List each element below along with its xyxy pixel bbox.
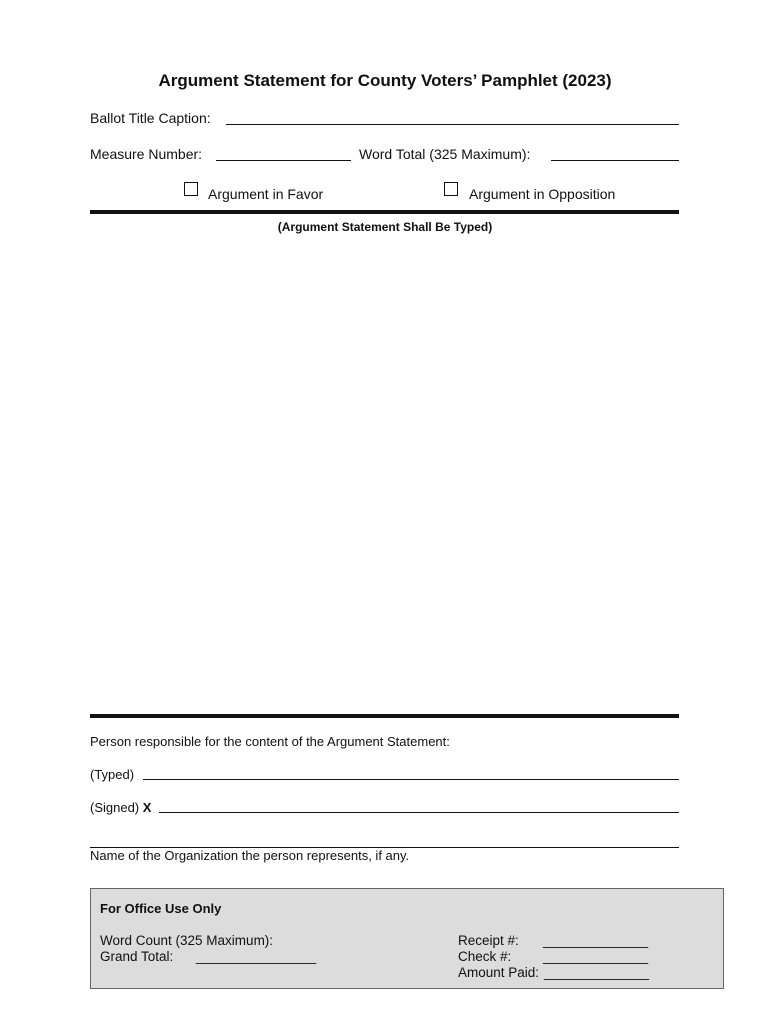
word-count-label: Word Count (325 Maximum): xyxy=(100,933,274,948)
receipt-field[interactable]: ______________ xyxy=(543,933,649,948)
amount-paid-label: Amount Paid: xyxy=(458,965,540,980)
check-label: Check #: xyxy=(458,949,512,964)
ballot-title-caption-field[interactable] xyxy=(226,124,679,125)
office-use-box xyxy=(90,888,724,989)
measure-number-label: Measure Number: xyxy=(90,146,203,162)
typed-name-field[interactable] xyxy=(143,779,679,780)
argument-in-favor-checkbox[interactable] xyxy=(184,182,198,196)
organization-caption: Name of the Organization the person represents, if any. xyxy=(90,848,410,863)
argument-in-favor-label: Argument in Favor xyxy=(208,186,324,202)
grand-total-field[interactable]: ________________ xyxy=(196,949,317,964)
typed-instruction: (Argument Statement Shall Be Typed) xyxy=(277,220,493,234)
responsible-person-heading: Person responsible for the content of the Argument Statement: xyxy=(90,734,450,749)
top-divider xyxy=(90,210,679,214)
measure-number-field[interactable] xyxy=(216,160,351,161)
amount-paid-field[interactable]: ______________ xyxy=(544,965,650,980)
typed-name-label: (Typed) xyxy=(90,767,135,782)
argument-in-opposition-label: Argument in Opposition xyxy=(469,186,616,202)
bottom-divider xyxy=(90,714,679,718)
office-use-heading: For Office Use Only xyxy=(100,901,222,916)
signature-field[interactable] xyxy=(159,812,679,813)
word-total-field[interactable] xyxy=(551,160,679,161)
grand-total-label: Grand Total: xyxy=(100,949,174,964)
check-field[interactable]: ______________ xyxy=(543,949,649,964)
argument-statement-area[interactable] xyxy=(90,240,679,710)
signature-x-mark: X xyxy=(142,800,152,815)
signed-label-row xyxy=(90,800,151,815)
form-title: Argument Statement for County Voters’ Pamphlet (2023) xyxy=(158,71,612,90)
ballot-title-caption-label: Ballot Title Caption: xyxy=(90,110,211,126)
signed-label: (Signed) xyxy=(90,800,140,815)
argument-in-opposition-checkbox[interactable] xyxy=(444,182,458,196)
word-total-label: Word Total (325 Maximum): xyxy=(359,146,531,162)
receipt-label: Receipt #: xyxy=(458,933,519,948)
